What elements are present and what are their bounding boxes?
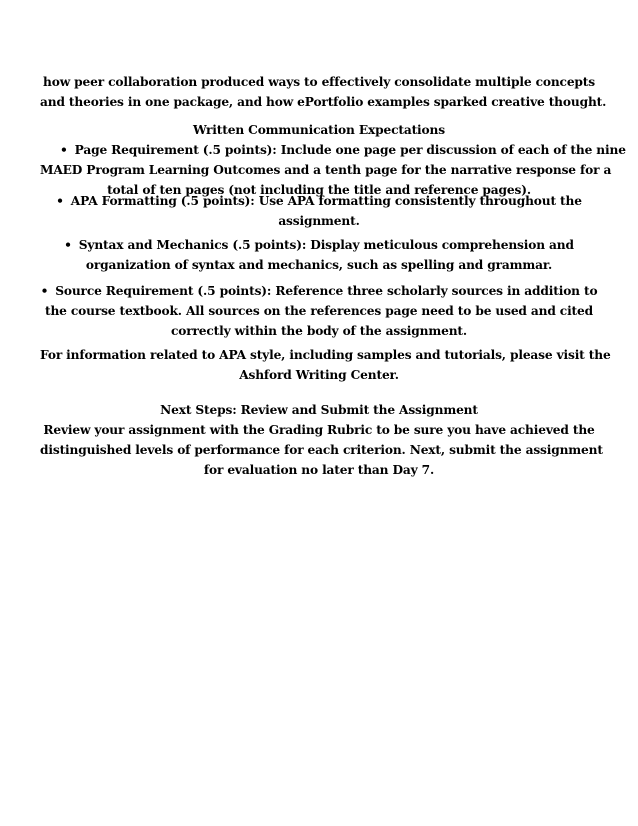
next-steps-heading: Next Steps: Review and Submit the Assignment <box>160 403 478 417</box>
page-requirement-text-1: Page Requirement (.5 points): Include one page per discussion of each of the nine <box>74 143 626 157</box>
syntax-mechanics-line-1 <box>40 235 598 255</box>
intro-line-2: and theories in one package, and how ePortfolio examples sparked creative thought. <box>40 95 607 109</box>
written-expectations-heading: Written Communication Expectations <box>193 123 445 137</box>
page-requirement-line-3: total of ten pages (not including the title and reference pages). <box>107 183 531 197</box>
apa-formatting-line-1 <box>40 191 598 211</box>
apa-formatting-text-1: APA Formatting (.5 points): Use APA formatting consistently throughout the <box>70 194 582 208</box>
syntax-mechanics-text-1: Syntax and Mechanics (.5 points): Display meticulous comprehension and <box>78 238 574 252</box>
page-requirement-line-2: MAED Program Learning Outcomes and a tenth page for the narrative response for a <box>40 163 612 177</box>
bullet-icon: • <box>56 194 64 208</box>
source-requirement-line-2: the course textbook. All sources on the references page need to be used and cited <box>44 304 594 318</box>
next-steps-line-3: for evaluation no later than Day 7. <box>203 463 435 477</box>
next-steps-line-2: distinguished levels of performance for each criterion. Next, submit the assignment <box>40 443 603 457</box>
bullet-icon: • <box>60 143 68 157</box>
bullet-icon: • <box>40 284 49 298</box>
syntax-mechanics-line-2: organization of syntax and mechanics, such as spelling and grammar. <box>85 258 553 272</box>
bullet-icon: • <box>64 238 72 252</box>
intro-line-1: how peer collaboration produced ways to effectively consolidate multiple concepts <box>43 75 595 89</box>
next-steps-line-1: Review your assignment with the Grading Rubric to be sure you have achieved the <box>43 423 595 437</box>
source-requirement-line-3: correctly within the body of the assignment. <box>171 324 467 338</box>
apa-info-line-1: For information related to APA style, including samples and tutorials, please visit the <box>40 348 611 362</box>
page-requirement-line-1 <box>60 140 626 160</box>
source-requirement-text-1: Source Requirement (.5 points): Reference three scholarly sources in addition to <box>55 284 598 298</box>
apa-formatting-line-2: assignment. <box>278 214 360 228</box>
apa-info-line-2: Ashford Writing Center. <box>239 368 399 382</box>
source-requirement-line-1 <box>40 281 598 301</box>
